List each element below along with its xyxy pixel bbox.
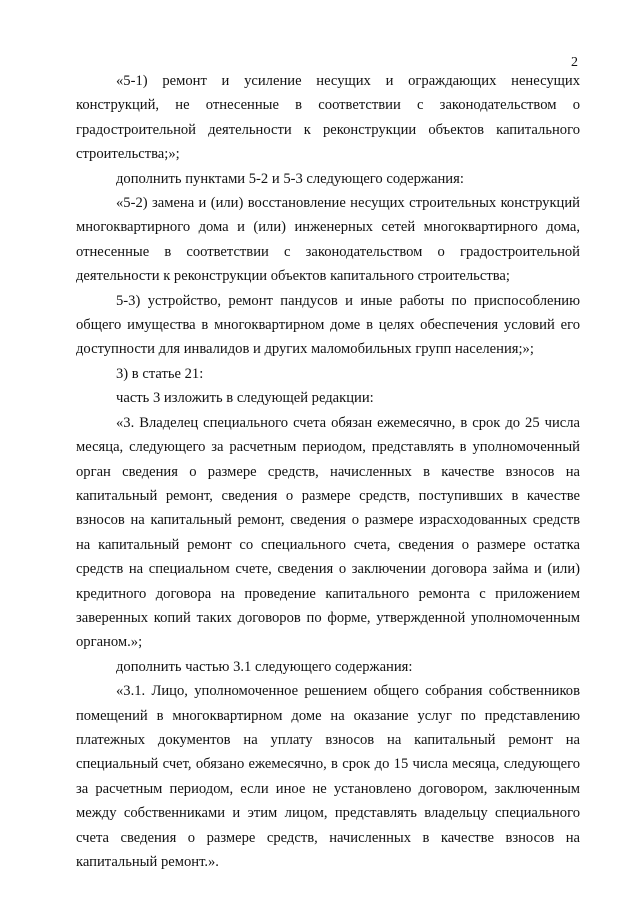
paragraph: «5-2) замена и (или) восстановление несущих строительных конструкций многоквартирного дома и (или) инженерных сетей многоквартирного дома, отнесенные в соответствии с законодательством о градостроительной деятельности к реконструкции объектов капитального строительства; xyxy=(76,195,580,285)
page-number: 2 xyxy=(571,55,578,70)
paragraph: дополнить пунктами 5-2 и 5-3 следующего содержания: xyxy=(116,170,464,187)
paragraph: 5-3) устройство, ремонт пандусов и иные работы по приспособлению общего имущества в многоквартирном доме в целях обеспечения условий его доступности для инвалидов и других маломобильных групп населения;»; xyxy=(76,292,580,358)
paragraph: «3. Владелец специального счета обязан ежемесячно, в срок до 25 числа месяца, следующего за расчетным периодом, представлять в уполномоченный орган сведения о размере средств, начисленных в качестве взносов на капитальный ремонт, сведения о размере средств, поступивших в качестве взносов на капитальный ремонт, сведения о размере израсходованных средств на капитальный ремонт со специального счета, сведения о размере остатка средств на специальном счете, сведения о заключении договора займа и (или) кредитного договора на проведение капитального ремонта с приложением заверенных копий таких договоров по форме, утвержденной уполномоченным органом.»; xyxy=(76,414,580,651)
paragraph: дополнить частью 3.1 следующего содержания: xyxy=(116,658,413,675)
paragraph: «5-1) ремонт и усиление несущих и ограждающих ненесущих конструкций, не отнесенные в соответствии с законодательством о градостроительной деятельности к реконструкции объектов капитального строительства;»; xyxy=(76,73,580,163)
paragraph: 3) в статье 21: xyxy=(116,365,204,382)
paragraph: «3.1. Лицо, уполномоченное решением общего собрания собственников помещений в многоквартирном доме на оказание услуг по представлению платежных документов на уплату взносов на капитальный ремонт на специальный счет, обязано ежемесячно, в срок до 15 числа месяца, следующего за расчетным периодом, если иное не установлено договором, заключенным между собственниками и этим лицом, представлять владельцу специального счета сведения о размере средств, начисленных в качестве взносов на капитальный ремонт.». xyxy=(76,683,580,870)
paragraph: часть 3 изложить в следующей редакции: xyxy=(116,390,374,407)
document-body xyxy=(76,69,580,874)
